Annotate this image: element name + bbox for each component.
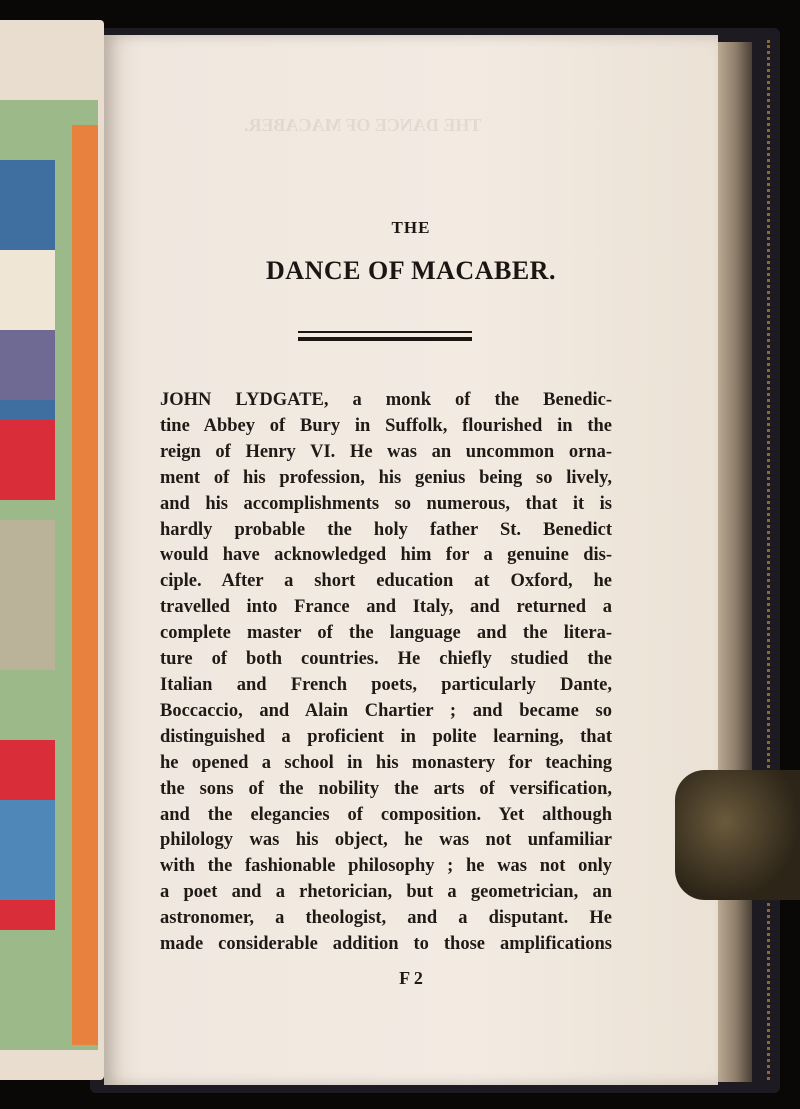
- text-line: ment of his profession, his genius being so lively,: [160, 467, 612, 488]
- text-line: ciple. After a short education at Oxford, he: [160, 571, 612, 592]
- text-line: reign of Henry VI. He was an uncommon orna-: [160, 441, 612, 462]
- text-line: philology was his object, he was not unfamiliar: [160, 830, 612, 851]
- text-line: with the fashionable philosophy ; he was not only: [160, 856, 612, 877]
- text-line: complete master of the language and the litera-: [160, 623, 612, 644]
- text-line: hardly probable the holy father St. Benedict: [160, 519, 612, 540]
- text-line: astronomer, a theologist, and a disputant. He: [160, 908, 612, 929]
- text-line: distinguished a proficient in polite learning, that: [160, 726, 612, 747]
- book-page: [104, 35, 718, 1085]
- text-line: made considerable addition to those amplifications: [160, 934, 612, 955]
- body-text: [160, 388, 612, 958]
- book-clasp: [675, 770, 800, 900]
- chapter-title: DANCE OF MACABER.: [266, 256, 556, 285]
- colored-illustration-plate: [0, 100, 98, 1050]
- text-line: he opened a school in his monastery for teaching: [160, 752, 612, 773]
- text-line: and his accomplishments so numerous, that it is: [160, 493, 612, 514]
- title-rule: [298, 331, 472, 333]
- text-line: the sons of the nobility the arts of versification,: [160, 778, 612, 799]
- text-line: ture of both countries. He chiefly studied the: [160, 649, 612, 670]
- text-line: would have acknowledged him for a genuine dis-: [160, 545, 612, 566]
- text-line: tine Abbey of Bury in Suffolk, flourished in the: [160, 415, 612, 436]
- text-line: JOHN LYDGATE, a monk of the Benedic-: [160, 390, 612, 410]
- text-line: Boccaccio, and Alain Chartier ; and became so: [160, 700, 612, 721]
- page-fore-edge: [712, 42, 752, 1082]
- text-line: Italian and French poets, particularly Dante,: [160, 674, 612, 695]
- text-line: a poet and a rhetorician, but a geometrician, an: [160, 882, 612, 903]
- text-line: travelled into France and Italy, and returned a: [160, 597, 612, 618]
- show-through-running-head: THE DANCE OF MACABER.: [244, 115, 482, 135]
- signature-mark: F 2: [399, 968, 423, 988]
- text-line: and the elegancies of composition. Yet although: [160, 804, 612, 825]
- title-rule-thick: [298, 337, 472, 341]
- heading-the: THE: [391, 218, 431, 237]
- left-page: [0, 20, 104, 1080]
